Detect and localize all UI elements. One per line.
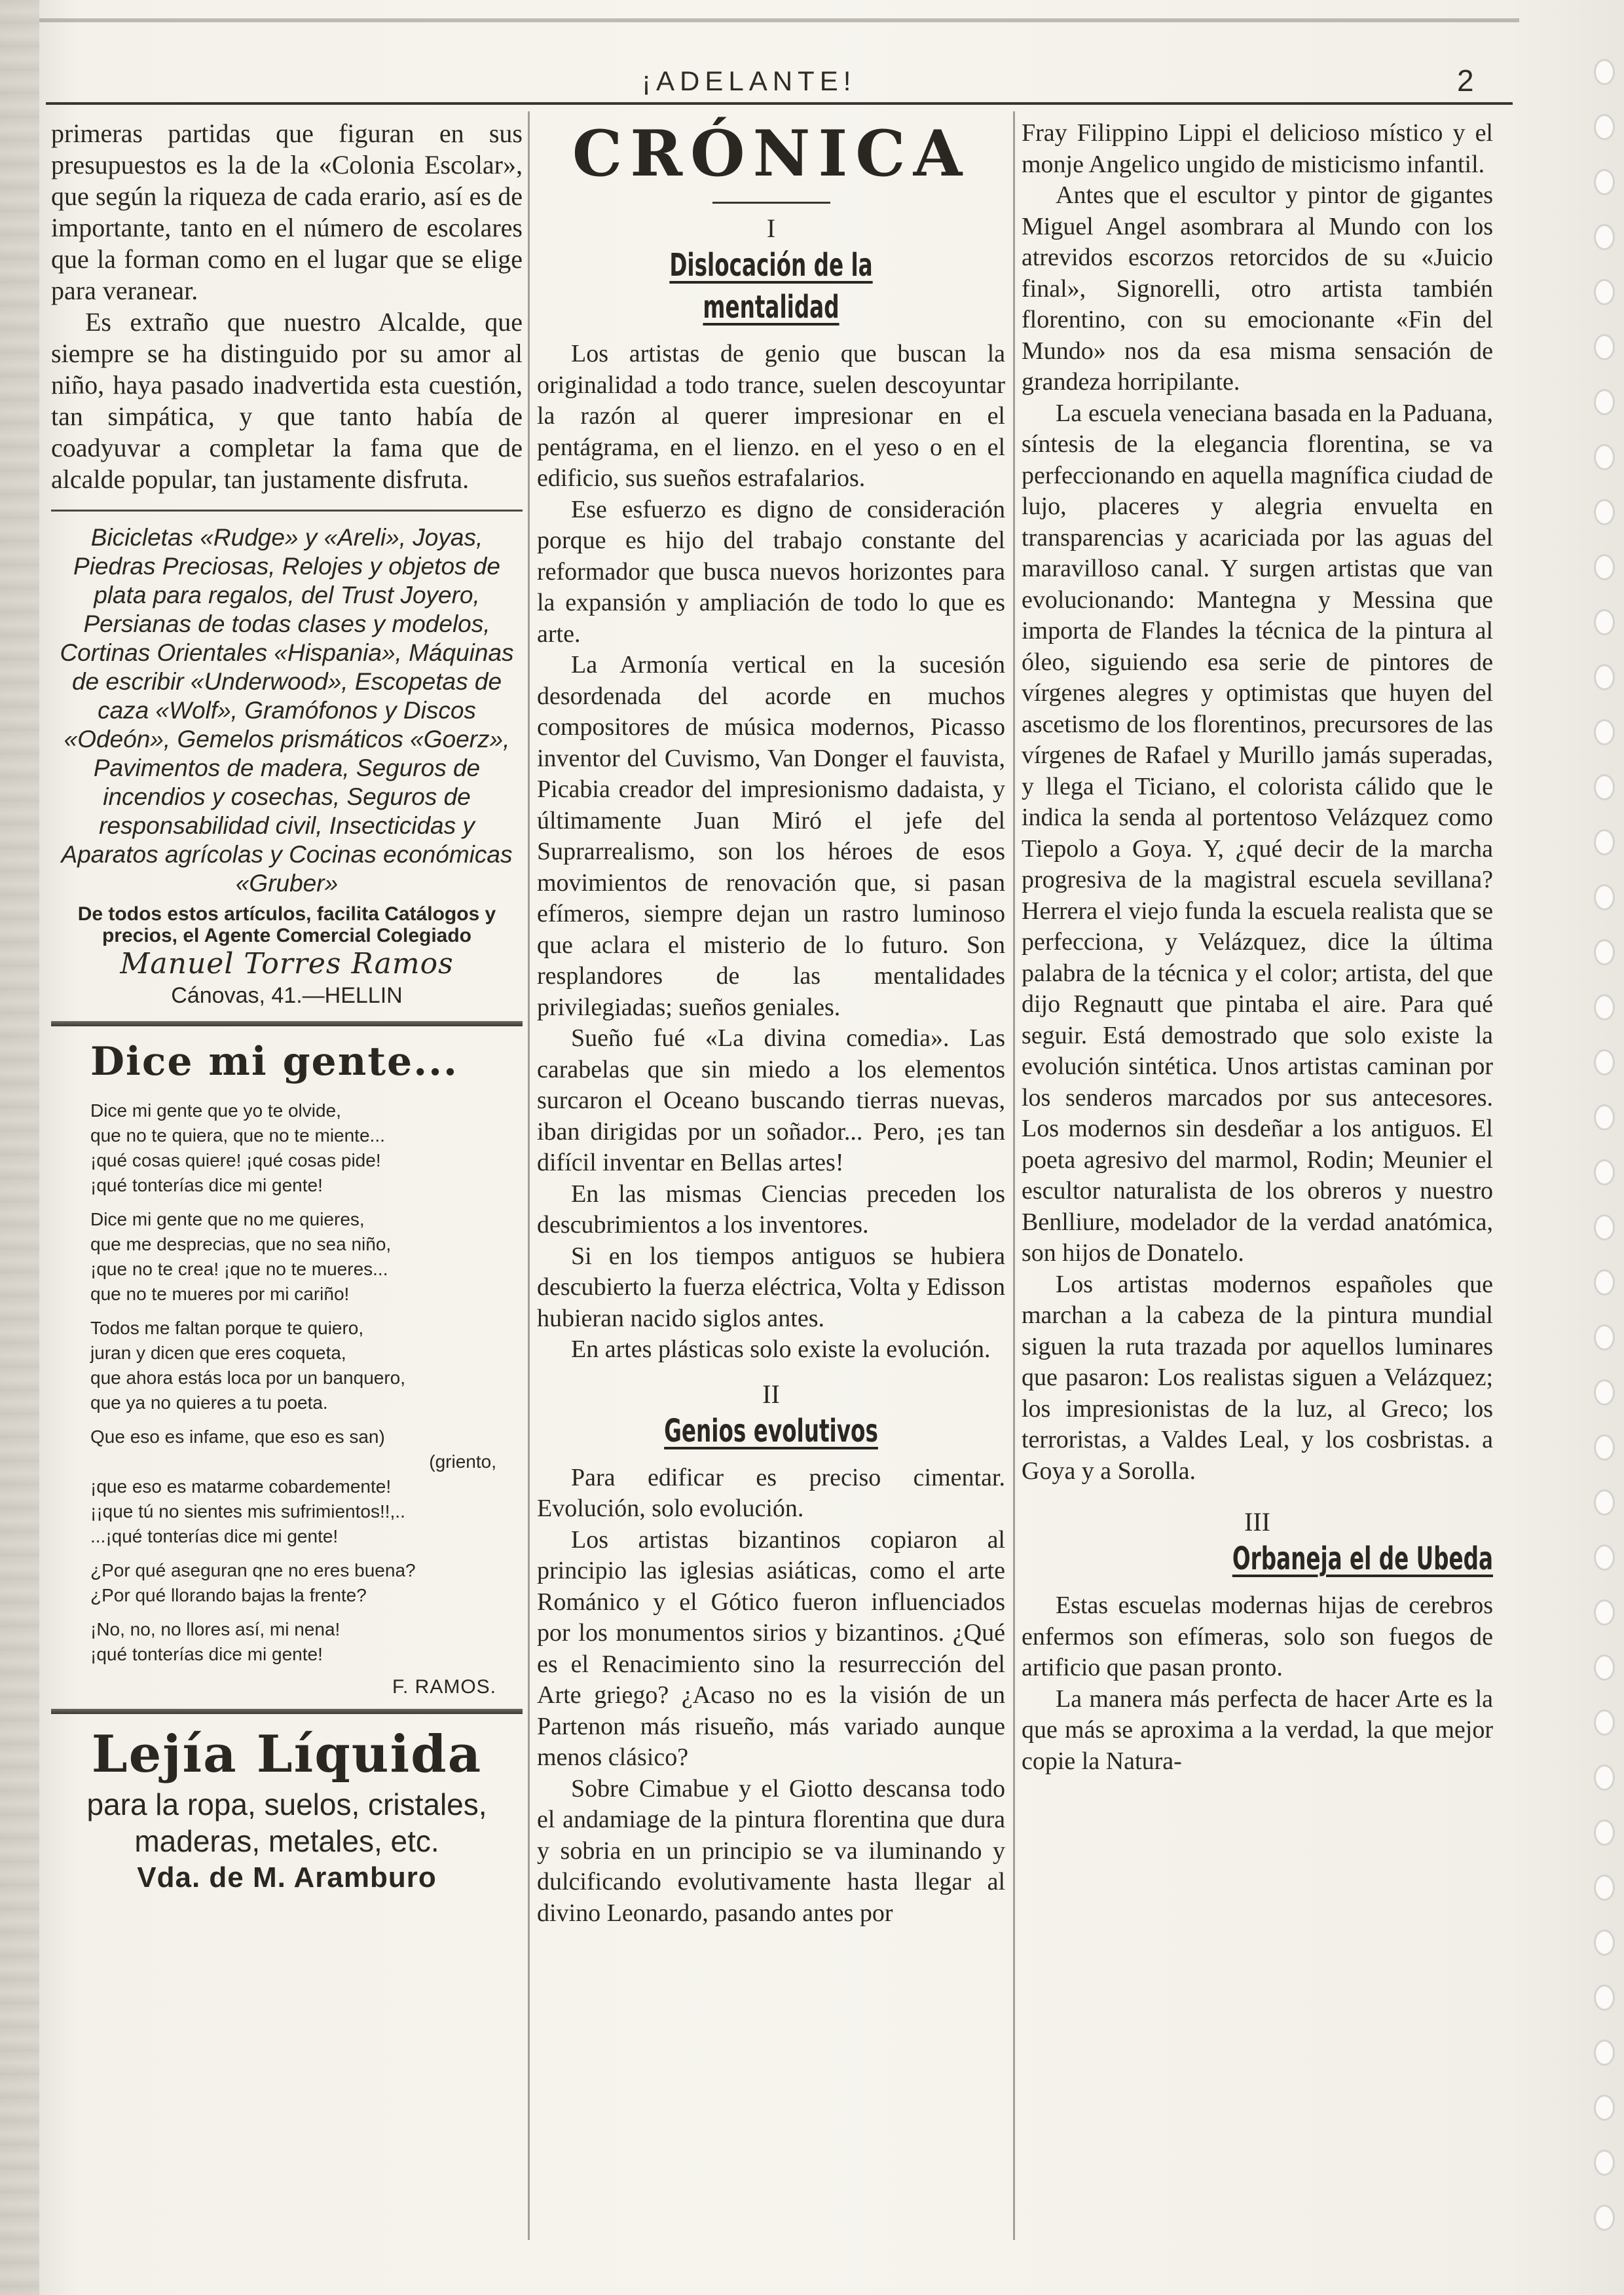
column-middle xyxy=(537,118,1005,1929)
column-divider-2 xyxy=(1013,111,1015,2240)
binder-hole xyxy=(1594,2040,1615,2066)
binder-hole xyxy=(1594,884,1615,910)
poem-line: ¡qué tonterías dice mi gente! xyxy=(90,1175,323,1195)
poem-line: Que eso es infame, que eso es san) xyxy=(90,1427,385,1447)
binder-hole xyxy=(1594,1104,1615,1130)
binder-hole xyxy=(1594,2205,1615,2231)
newspaper-title: ¡ADELANTE! xyxy=(642,65,857,96)
ad-agent-name: Manuel Torres Ramos xyxy=(120,947,454,980)
column-divider-1 xyxy=(528,111,530,2240)
binder-hole xyxy=(1594,1324,1615,1351)
article-paragraph: Sueño fué «La divina comedia». Las carabelas que sin miedo a los elementos surcaron el Oceano buscando tierras nuevas, iban dirigidas por un soñador... Pero, ¡es tan difícil inventar en Bellas artes! xyxy=(537,1024,1005,1176)
binder-hole xyxy=(1594,1269,1615,1296)
binder-hole xyxy=(1594,2095,1615,2121)
divider-thick xyxy=(51,1021,523,1026)
article-paragraph: Antes que el escultor y pintor de gigantes Miguel Angel asombrara al Mundo con los atrevidos escorzos retorcidos de su «Juicio final», Signorelli, otro artista también florentino, con su emocionante «Fin del Mundo» nos da esa misma sensación de grandeza horripilante. xyxy=(1022,181,1493,396)
article-paragraph: Los artistas bizantinos copiaron al principio las iglesias asiáticas, como el arte Románico y el Gótico fueron influenciados por los monumentos sirios y bizantinos. ¿Qué es el Renacimiento sino la resurrección del Arte griego? ¿Acaso no es la visión de un Partenon más risueño, más variado aunque menos clásico? xyxy=(537,1525,1005,1771)
binder-hole xyxy=(1594,114,1615,140)
binder-hole xyxy=(1594,444,1615,470)
binder-hole xyxy=(1594,2150,1615,2176)
binder-hole xyxy=(1594,1875,1615,1901)
binder-hole xyxy=(1594,1985,1615,2011)
poem-line: juran y dicen que eres coqueta, xyxy=(90,1343,346,1363)
binder-hole xyxy=(1594,774,1615,800)
binder-hole xyxy=(1594,1819,1615,1846)
binder-hole xyxy=(1594,554,1615,580)
page-left-edge xyxy=(0,0,39,2295)
poem-line: Todos me faltan porque te quiero, xyxy=(90,1318,364,1338)
binder-hole xyxy=(1594,664,1615,690)
lejia-advertisement xyxy=(51,1723,523,1896)
poem-body xyxy=(51,1098,523,1667)
section-title: Genios evolutivos xyxy=(664,1412,878,1449)
article-paragraph: Los artistas de genio que buscan la originalidad a todo trance, suelen descoyuntar la razón al querer impresionar en el pentágrama, en el lienzo. en el yeso o en el edificio, sus sueños estrafalarios. xyxy=(537,340,1005,492)
poem-line: ¡No, no, no llores así, mi nena! xyxy=(90,1619,341,1639)
page-number: 2 xyxy=(1457,64,1474,98)
section-title: Orbaneja el de Ubeda xyxy=(1232,1540,1493,1577)
article-paragraph: Estas escuelas modernas hijas de cerebros enfermos son efímeras, solo son fuegos de artificio que pasan pronto. xyxy=(1022,1592,1493,1681)
binder-hole xyxy=(1594,939,1615,965)
poem-line: ¿Por qué aseguran qne no eres buena? xyxy=(90,1560,416,1580)
poem-line: que no te quiera, que no te miente... xyxy=(90,1125,385,1146)
top-border xyxy=(39,18,1519,22)
section-number: II xyxy=(762,1379,780,1409)
title-underline xyxy=(712,202,830,204)
binder-hole xyxy=(1594,279,1615,305)
poem-line: (griento, xyxy=(429,1451,496,1472)
article-paragraph: En artes plásticas solo existe la evolución. xyxy=(571,1335,991,1363)
poem-line: que me desprecias, que no sea niño, xyxy=(90,1234,392,1254)
divider xyxy=(51,510,523,512)
ad-catalog-note: De todos estos artículos, facilita Catálogos y precios, el Agente Comercial Colegiado xyxy=(77,903,496,946)
binder-hole xyxy=(1594,1489,1615,1516)
lejia-body: para la ropa, suelos, cristales, maderas, metales, etc. xyxy=(86,1787,487,1858)
binder-hole xyxy=(1594,1654,1615,1681)
binder-hole xyxy=(1594,1214,1615,1241)
poem-title: Dice mi gente... xyxy=(90,1039,458,1085)
poem-line: que ya no quieres a tu poeta. xyxy=(90,1392,328,1413)
poem-block xyxy=(51,1036,523,1698)
column-left xyxy=(51,118,523,1896)
binder-hole xyxy=(1594,1544,1615,1571)
binder-hole xyxy=(1594,224,1615,250)
poem-line: que no te mueres por mi cariño! xyxy=(90,1284,350,1304)
poem-stanza-1 xyxy=(90,1098,523,1198)
poem-line: Dice mi gente que yo te olvide, xyxy=(90,1100,341,1121)
binder-hole xyxy=(1594,59,1615,85)
intro-paragraph-2: Es extraño que nuestro Alcalde, que siempre se ha distinguido por su amor al niño, haya pasado inadvertida esta cuestión, tan simpática, y que tanto había de coadyuvar a completar la fama que de alcalde popular, tan justamente disfruta. xyxy=(51,307,523,494)
article-paragraph: La escuela veneciana basada en la Paduana, síntesis de la elegancia florentina, se va perfeccionando en aquella magnífica ciudad de lujo, placeres y alegria envuelta en transparencias y acariciada por las aguas del maravilloso canal. Y surgen artistas que van evolucionando: Mantegna y Messina que importa de Flandes la técnica de la pintura al óleo, siguiendo esa serie de pintores de vírgenes alegres y optimistas que huyen del ascetismo de los florentinos, precursores de las vírgenes de Rafael y Murillo jamás superadas, y llega el Ticiano, el colorista cálido que le indica la senda al portentoso Velázquez como Tiepolo a Goya. Y, ¿qué decir de la marcha progresiva de la magistral escuela sevillana? Herrera el viejo funda la escuela realista que se perfecciona, y Velázquez, dice la última palabra de la técnica y el color; artista, del que dijo Regnautt que pintaba el aire. Para qué seguir. Está demostrado que solo existe la evolución sintética. Unos artistas caminan por los senderos marcados por sus antecesores. Los modernos sin desdeñar a los antiguos. El poeta agresivo del marmol, Rodin; Meunier el escultor naturalista de los obreros y nuestro Benlliure, modelador de la verdad anatómica, son hijos de Donatelo. xyxy=(1022,399,1493,1267)
ad-agent-address: Cánovas, 41.—HELLIN xyxy=(171,983,403,1008)
article-paragraph: Ese esfuerzo es digno de consideración porque es hijo del trabajo constante del reformador que busca nuevos horizontes para la expansión y ampliación de todo lo que es arte. xyxy=(537,495,1005,648)
poem-line: ¿Por qué llorando bajas la frente? xyxy=(90,1585,367,1605)
poem-stanza-5 xyxy=(90,1558,523,1608)
lejia-title: Lejía Líquida xyxy=(91,1725,483,1784)
binder-hole xyxy=(1594,334,1615,360)
section-number: I xyxy=(766,214,776,243)
binder-hole xyxy=(1594,1379,1615,1406)
binder-hole xyxy=(1594,1159,1615,1185)
article-paragraph: Los artistas modernos españoles que marchan a la cabeza de la pintura mundial siguen la ruta trazada por aquellos luminares que pasaron: Los realistas siguen a Velázquez; los impresionistas de la luz, al Greco; los terroristas, a Valdes Leal, y los cosbristas. a Goya y a Sorolla. xyxy=(1022,1270,1493,1485)
article-paragraph: Sobre Cimabue y el Giotto descansa todo el andamiage de la pintura florentina que dura y sobria en un principio se va iluminando y dulcificando evolutivamente hasta llegar al divino Leonardo, pasando antes por xyxy=(537,1774,1005,1927)
poem-line: ¡qué tonterías dice mi gente! xyxy=(90,1644,323,1664)
poem-stanza-6 xyxy=(90,1617,523,1667)
binder-hole xyxy=(1594,719,1615,745)
article-paragraph: Si en los tiempos antiguos se hubiera descubierto la fuerza eléctrica, Volta y Edisson hubieran nacido siglos antes. xyxy=(537,1242,1005,1332)
binder-hole xyxy=(1594,1930,1615,1956)
binder-hole xyxy=(1594,1599,1615,1626)
article-paragraph: Fray Filippino Lippi el delicioso místico y el monje Angelico ungido de misticismo infantil. xyxy=(1022,119,1493,178)
binder-hole xyxy=(1594,499,1615,525)
ad-products-list: Bicicletas «Rudge» y «Areli», Joyas, Piedras Preciosas, Relojes y objetos de plata para regalos, del Trust Joyero, Persianas de todas clases y modelos, Cortinas Orientales «Hispania», Máquinas de escribir «Underwood», Escopetas de caza «Wolf», Gramófonos y Discos «Odeón», Gemelos prismáticos «Goerz», Pavimentos de madera, Seguros de incendios y cosechas, Seguros de responsabilidad civil, Insecticidas y Aparatos agrícolas y Cocinas económicas «Gruber» xyxy=(60,524,514,897)
binder-hole xyxy=(1594,609,1615,635)
intro-paragraph-1: primeras partidas que figuran en sus presupuestos es la de la «Colonia Escolar», que según la riqueza de cada erario, así es de importante, tanto en el número de escolares que la forman como en el lugar que se elige para veranear. xyxy=(51,119,523,305)
binder-holes xyxy=(1589,59,1615,2273)
poem-line: ¡¡que tú no sientes mis sufrimientos!!,.. xyxy=(90,1501,405,1521)
binder-hole xyxy=(1594,1049,1615,1075)
binder-hole xyxy=(1594,389,1615,415)
article-paragraph: En las mismas Ciencias preceden los descubrimientos a los inventores. xyxy=(537,1180,1005,1239)
divider-thick xyxy=(51,1709,523,1714)
poem-stanza-3 xyxy=(90,1316,523,1415)
binder-hole xyxy=(1594,829,1615,855)
lejia-signature: Vda. de M. Aramburo xyxy=(137,1861,437,1894)
column-right xyxy=(1022,118,1493,1777)
article-paragraph: Para edificar es preciso cimentar. Evolución, solo evolución. xyxy=(537,1463,1005,1522)
poem-line: Dice mi gente que no me quieres, xyxy=(90,1209,365,1229)
section-number: III xyxy=(1244,1507,1270,1537)
poem-line: que ahora estás loca por un banquero, xyxy=(90,1368,406,1388)
header-rule xyxy=(46,102,1513,105)
binder-hole xyxy=(1594,1709,1615,1736)
article-paragraph: La Armonía vertical en la sucesión desordenada del acorde en muchos compositores de música modernos, Picasso inventor del Cuvismo, Van Donger el fauvista, Picabia creador del impresionismo dadaista, y últimamente Juan Miró el jefe del Suprarrealismo, son los héroes de esos movimientos de renovación que, si pasan efímeros, siempre dejan un rastro luminoso que aclara el misterio de lo futuro. Son resplandores de las mentalidades privilegiadas; sueños geniales. xyxy=(537,651,1005,1021)
poem-line: ¡que no te crea! ¡que no te mueres... xyxy=(90,1259,388,1279)
binder-hole xyxy=(1594,994,1615,1020)
poem-line: ...¡qué tonterías dice mi gente! xyxy=(90,1526,339,1546)
poem-signature: F. RAMOS. xyxy=(392,1676,496,1698)
article-title: CRÓNICA xyxy=(572,117,970,191)
agent-advertisement xyxy=(51,523,523,1009)
poem-line: ¡qué cosas quiere! ¡qué cosas pide! xyxy=(90,1150,381,1170)
binder-hole xyxy=(1594,1764,1615,1791)
poem-line: ¡que eso es matarme cobardemente! xyxy=(90,1476,392,1497)
binder-hole xyxy=(1594,169,1615,195)
article-paragraph: La manera más perfecta de hacer Arte es la que más se aproxima a la verdad, la que mejor copie la Natura- xyxy=(1022,1685,1493,1775)
section-title: Dislocación de la mentalidad xyxy=(669,247,873,326)
poem-stanza-2 xyxy=(90,1207,523,1307)
poem-stanza-4 xyxy=(90,1425,523,1549)
binder-hole xyxy=(1594,1434,1615,1461)
